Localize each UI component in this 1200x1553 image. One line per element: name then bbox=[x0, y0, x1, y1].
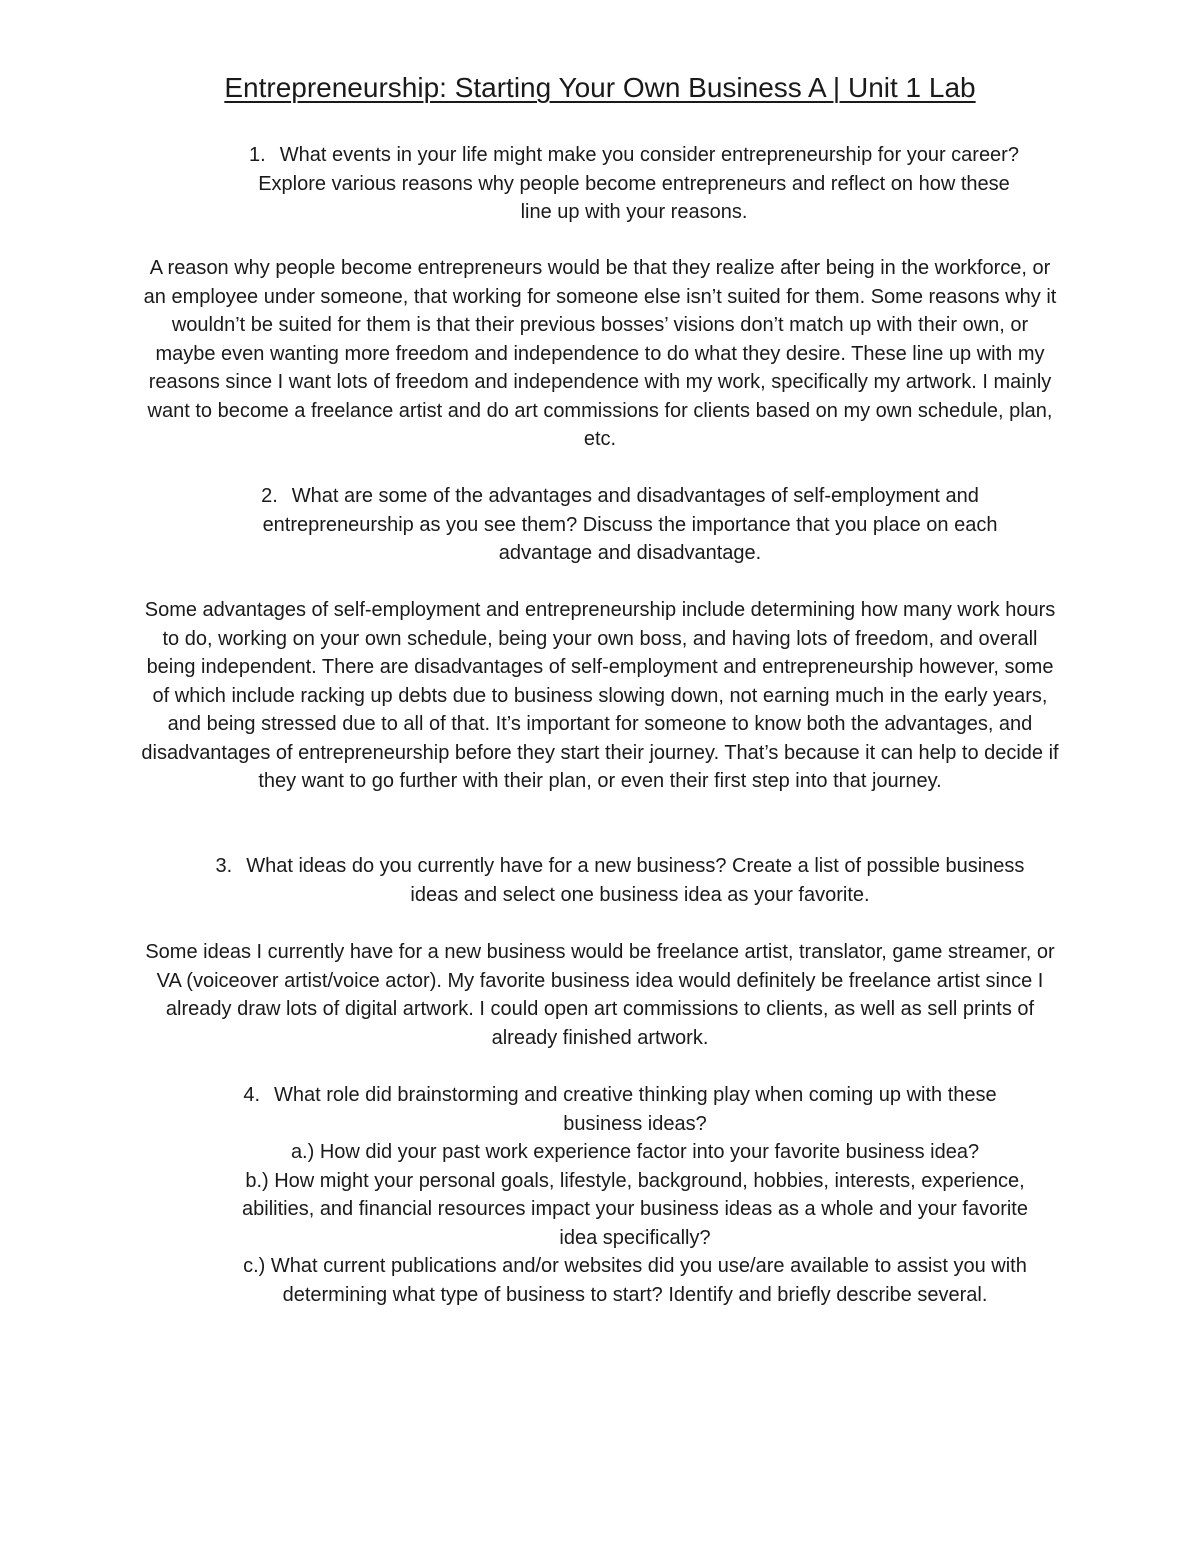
question-1-number: 1. bbox=[249, 144, 266, 166]
question-2-line-3: advantage and disadvantage. bbox=[498, 542, 762, 564]
question-3-number: 3. bbox=[215, 855, 233, 877]
question-1-line-1: 1. What events in your life might make you consider entrepreneurship for your career? bbox=[198, 141, 1070, 170]
question-1-line-2: Explore various reasons why people become entrepreneurs and reflect on how these bbox=[258, 172, 1010, 195]
question-4-line-2: business ideas? bbox=[563, 1112, 707, 1135]
answer-2: Some advantages of self-employment and entrepreneurship include determining how many work hours to do, working on your own schedule, being your own boss, and having lots of freedom, and overall being independent. There are disadvantages of self-employment and entrepreneurship however, some of which include racking up debts due to business slowing down, not earning much in the early years, and being stressed due to all of that. It’s important for someone to know both the advantages, and disadvantages of entrepreneurship before they start their journey. That’s because it can help to decide if they want to go further with their plan, or even their first step into that journey. bbox=[141, 599, 1059, 792]
question-4-subquestion-c-line-1: c.) What current publications and/or websites did you use/are available to assist you with bbox=[243, 1255, 1027, 1277]
question-3 bbox=[160, 852, 1080, 909]
question-2-number: 2. bbox=[261, 485, 278, 507]
answer-1: A reason why people become entrepreneurs would be that they realize after being in the workforce, or an employee under someone, that working for someone else isn’t suited for them. Some reasons why it wouldn’t be suited for them is that their previous bosses’ visions don’t match up with their own, or maybe even wanting more freedom and independence to do what they desire. These line up with my reasons since I want lots of freedom and independence with my work, specifically my artwork. I mainly want to become a freelance artist and do art commissions for clients based on my own schedule, plan, etc. bbox=[143, 257, 1057, 450]
question-4-number: 4. bbox=[243, 1084, 261, 1106]
question-3-line-1: 3. What ideas do you currently have for a new business? Create a list of possible business bbox=[160, 852, 1080, 881]
answer-3: Some ideas I currently have for a new business would be freelance artist, translator, game streamer, or VA (voiceover artist/voice actor). My favorite business idea would definitely be freelance artist since I already draw lots of digital artwork. I could open art commissions to clients, as well as sell prints of already finished artwork. bbox=[145, 941, 1055, 1049]
question-3-line-2: ideas and select one business idea as your favorite. bbox=[410, 883, 870, 906]
question-1-line-3: line up with your reasons. bbox=[520, 201, 748, 223]
question-4-subquestion-b-line-2: abilities, and financial resources impact your business ideas as a whole and your favorite bbox=[242, 1198, 1028, 1220]
question-2 bbox=[160, 482, 1080, 568]
question-4-subquestion-b-line-3: idea specifically? bbox=[559, 1226, 711, 1249]
document-title: Entrepreneurship: Starting Your Own Business A | Unit 1 Lab bbox=[224, 72, 976, 103]
question-4 bbox=[160, 1081, 1080, 1309]
question-2-line-2: entrepreneurship as you see them? Discuss the importance that you place on each bbox=[262, 513, 998, 536]
question-4-line-1: 4. What role did brainstorming and creative thinking play when coming up with these bbox=[160, 1081, 1080, 1110]
question-4-subquestion-a: a.) How did your past work experience factor into your favorite business idea? bbox=[290, 1141, 980, 1163]
question-4-subquestion-b-line-1: b.) How might your personal goals, lifestyle, background, hobbies, interests, experience, bbox=[245, 1169, 1025, 1192]
question-1 bbox=[150, 141, 1070, 227]
question-2-line-1: 2. What are some of the advantages and disadvantages of self-employment and bbox=[160, 482, 1080, 511]
question-4-subquestion-c-line-2: determining what type of business to start? Identify and briefly describe several. bbox=[282, 1283, 988, 1306]
